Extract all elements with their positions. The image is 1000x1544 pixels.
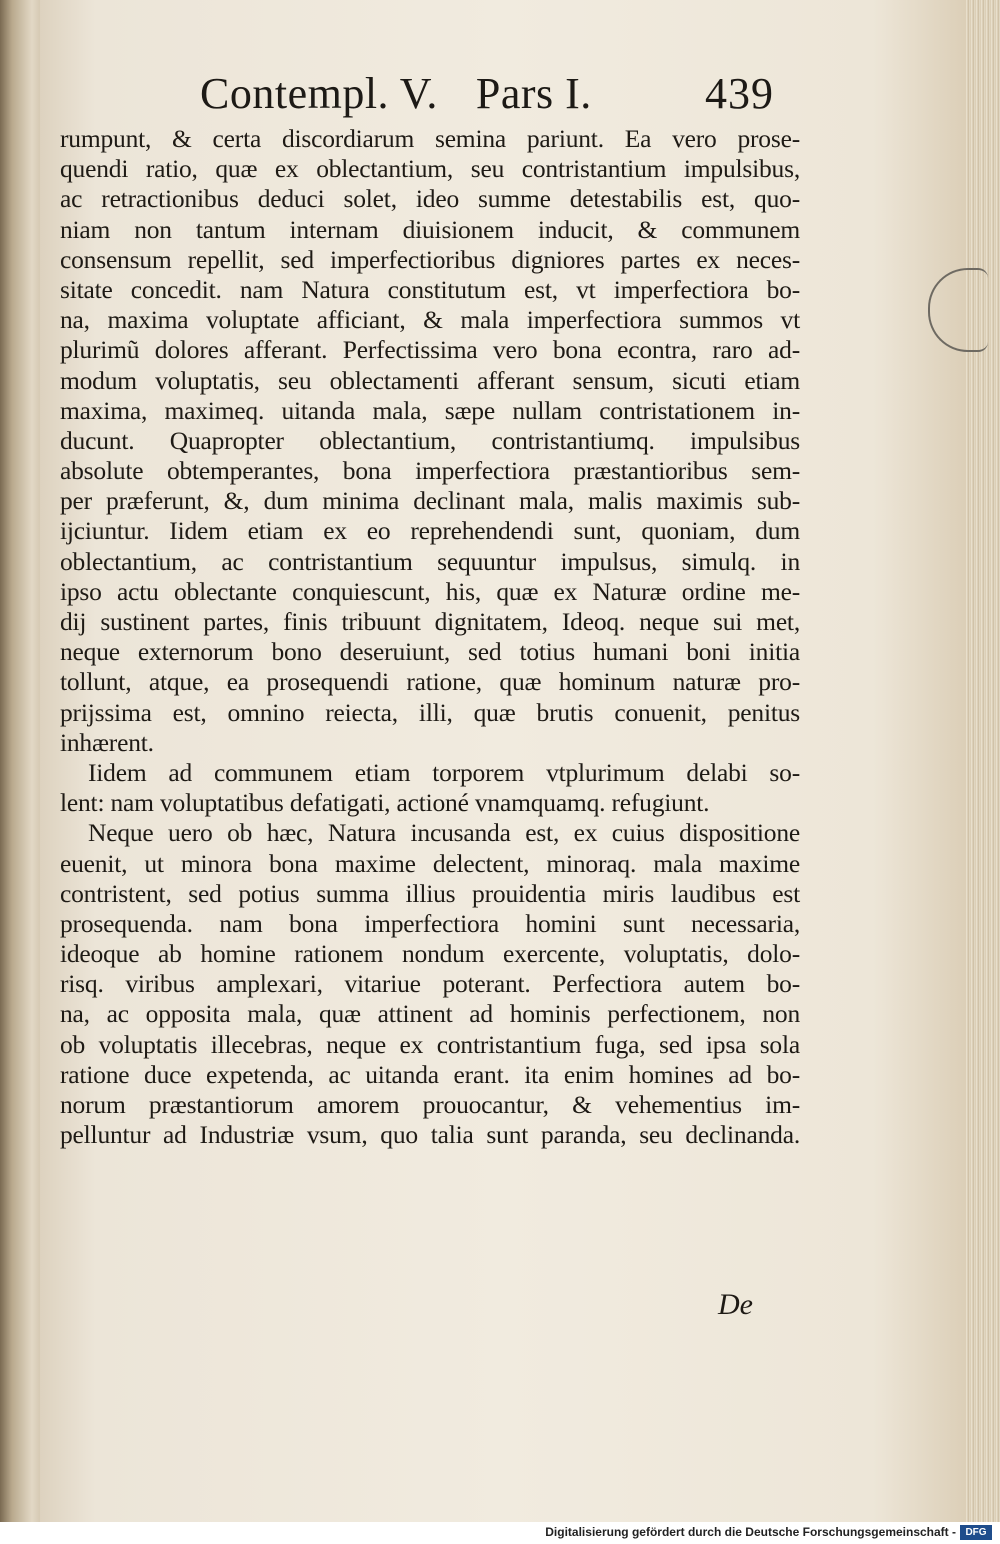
dfg-logo: DFG — [960, 1525, 992, 1540]
text-line: na, ac opposita mala, quæ attinent ad hominis perfectionem, non — [60, 999, 800, 1029]
text-line: prosequenda. nam bona imperfectiora homini sunt necessaria, — [60, 908, 800, 938]
text-line: lent: nam voluptatibus defatigati, actioné vnamquamq. refugiunt. — [60, 788, 710, 818]
text-line: risq. viribus amplexari, vitariue poterant. Perfectiora autem bo- — [60, 969, 800, 999]
text-line: plurimũ dolores afferant. Perfectissima vero bona econtra, raro ad- — [60, 335, 800, 365]
page-header — [200, 68, 800, 128]
text-line: ipso actu oblectante conquiescunt, his, quæ ex Naturæ ordine me- — [60, 576, 800, 606]
text-line: rumpunt, & certa discordiarum semina pariunt. Ea vero prose- — [60, 124, 800, 153]
text-line: neque externorum bono deseruiunt, sed totius humani boni initia — [60, 637, 800, 667]
text-line: ideoque ab homine rationem nondum exercente, voluptatis, dolo- — [60, 939, 800, 969]
page-stack-edge — [965, 0, 1000, 1522]
text-line: prijssima est, omnino reiecta, illi, quæ brutis conuenit, penitus — [60, 697, 800, 727]
text-line: modum voluptatis, seu oblectamenti afferant sensum, sicuti etiam — [60, 365, 800, 395]
catchword: De — [718, 1288, 753, 1321]
running-head-part: Pars I. — [475, 69, 592, 118]
text-line: absolute obtemperantes, bona imperfectiora præstantioribus sem- — [60, 456, 800, 486]
text-line: dij sustinent partes, finis tribuunt dignitatem, Ideoq. neque sui met, — [60, 607, 800, 636]
paragraph-start: Neque uero ob hæc, Natura incusanda est, ex cuius dispositione — [88, 818, 800, 848]
page-number: 439 — [705, 69, 774, 118]
text-line: ducunt. Quapropter oblectantium, contristantiumq. impulsibus — [60, 425, 800, 455]
text-line: oblectantium, ac contristantium sequuntur impulsus, simulq. in — [60, 546, 800, 576]
text-line: quendi ratio, quæ ex oblectantium, seu contristantium impulsibus, — [60, 154, 800, 184]
text-line: maxima, maximeq. uitanda mala, sæpe nullam contristationem in- — [60, 395, 800, 425]
text-line: ob voluptatis illecebras, neque ex contristantium fuga, sed ipsa sola — [60, 1029, 800, 1059]
funding-credit: Digitalisierung gefördert durch die Deutsche Forschungsgemeinschaft - — [545, 1525, 956, 1539]
facing-page-edge — [0, 0, 40, 1522]
text-line: consensum repellit, sed imperfectioribus digniores partes ex neces- — [60, 244, 800, 274]
running-head-contemplation: Contempl. V. — [200, 69, 438, 118]
text-line: per præferunt, &, dum minima declinant mala, malis maximis sub- — [60, 486, 800, 516]
text-line: ac retractionibus deduci solet, ideo summe detestabilis est, quo- — [60, 184, 800, 214]
text-line: ratione duce expetenda, ac uitanda erant. ita enim homines ad bo- — [60, 1059, 800, 1089]
paragraph-start: Iidem ad communem etiam torporem vtplurimum delabi so- — [88, 757, 800, 787]
text-line: norum præstantiorum amorem prouocantur, & vehementius im- — [60, 1090, 800, 1119]
text-line: contristent, sed potius summa illius prouidentia miris laudibus est — [60, 878, 800, 908]
footer-bar — [0, 1522, 1000, 1544]
running-head — [200, 68, 630, 119]
text-line: pelluntur ad Industriæ vsum, quo talia sunt paranda, seu declinanda. — [60, 1120, 800, 1150]
text-line: tollunt, atque, ea prosequendi ratione, quæ hominum naturæ pro- — [60, 667, 800, 697]
text-line: sitate concedit. nam Natura constitutum est, vt imperfectiora bo- — [60, 274, 800, 304]
text-line: ijciuntur. Iidem etiam ex eo reprehendendi sunt, quoniam, dum — [60, 516, 800, 546]
text-line: niam non tantum internam diuisionem inducit, & communem — [60, 214, 800, 244]
text-line: na, maxima voluptate afficiant, & mala imperfectiora summos vt — [60, 305, 800, 335]
text-line: inhærent. — [60, 727, 154, 757]
text-line: euenit, ut minora bona maxime delectent, minoraq. mala maxime — [60, 848, 800, 878]
body-text — [60, 124, 800, 1150]
